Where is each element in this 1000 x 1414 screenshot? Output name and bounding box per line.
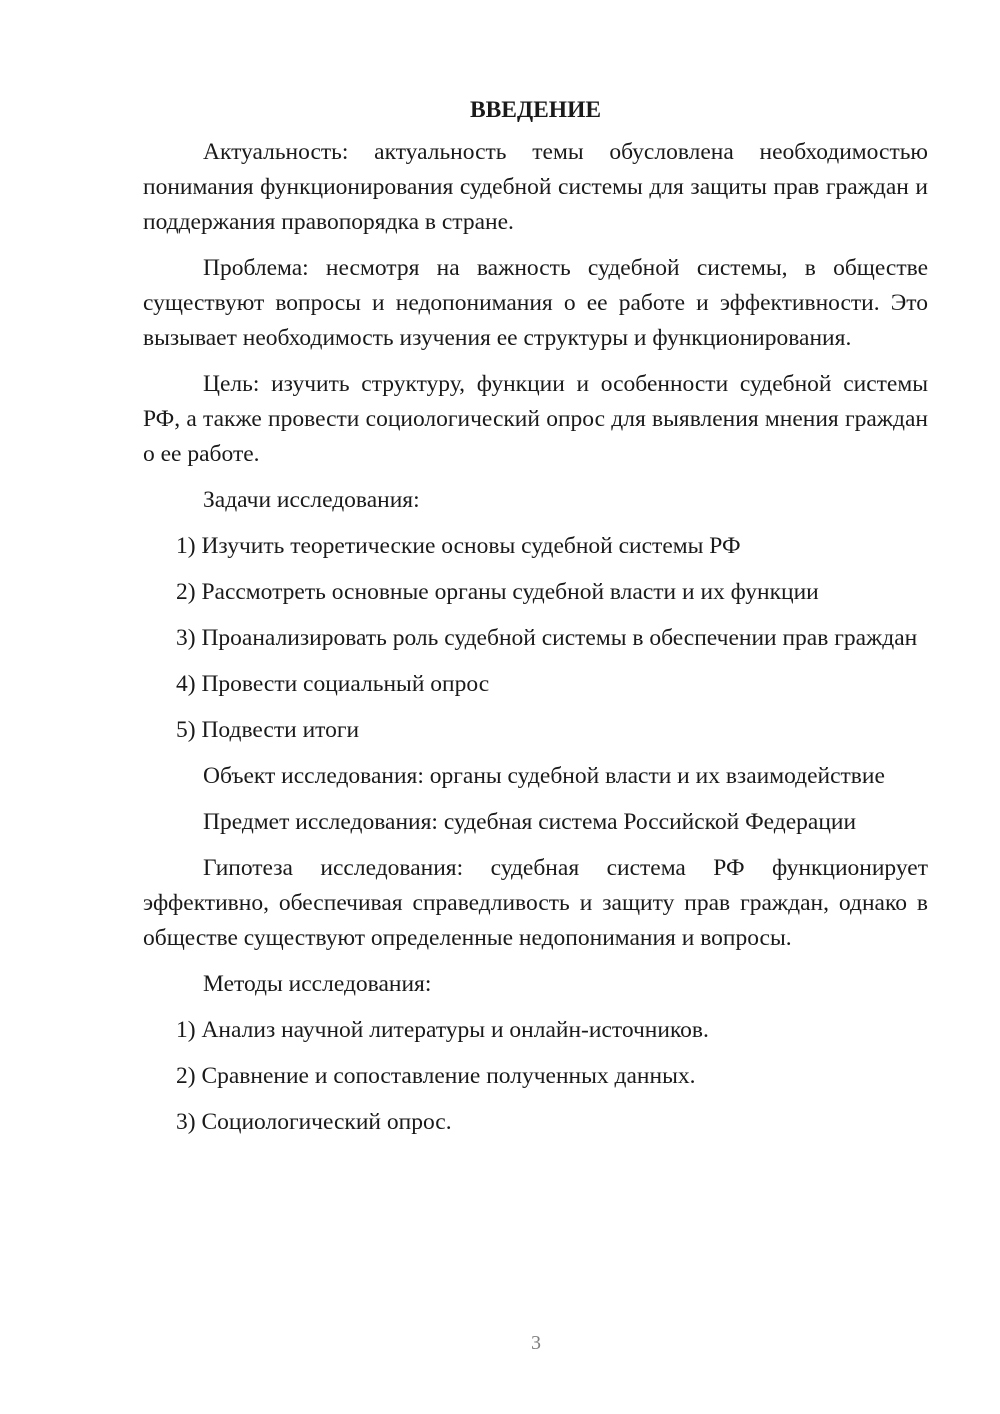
page-number: 3 (531, 1332, 541, 1354)
tasks-title: Задачи исследования: (203, 487, 420, 513)
problem-paragraph: Проблема: несмотря на важность судебной системы, в обществе существуют вопросы и недопонимания о ее работе и эффективности. Это вызывает необходимость изучения ее структуры и функционирования. (143, 255, 928, 351)
hypothesis-paragraph: Гипотеза исследования: судебная система РФ функционирует эффективно, обеспечивая справедливость и защиту прав граждан, однако в обществе существуют определенные недопонимания и вопросы. (143, 855, 928, 951)
page-content (143, 93, 928, 1151)
goal-paragraph: Цель: изучить структуру, функции и особенности судебной системы РФ, а также провести социологический опрос для выявления мнения граждан о ее работе. (143, 371, 928, 467)
method-item-1: 1) Анализ научной литературы и онлайн-источников. (176, 1017, 709, 1043)
relevance-paragraph: Актуальность: актуальность темы обусловлена необходимостью понимания функционирования судебной системы для защиты прав граждан и поддержания правопорядка в стране. (143, 139, 928, 235)
task-item-2: 2) Рассмотреть основные органы судебной власти и их функции (176, 579, 819, 605)
subject-paragraph: Предмет исследования: судебная система Российской Федерации (203, 809, 857, 835)
methods-title: Методы исследования: (203, 971, 432, 997)
task-item-5: 5) Подвести итоги (176, 717, 360, 743)
section-heading: ВВЕДЕНИЕ (469, 97, 602, 123)
object-paragraph: Объект исследования: органы судебной власти и их взаимодействие (203, 763, 885, 789)
method-item-3: 3) Социологический опрос. (176, 1109, 452, 1135)
task-item-3: 3) Проанализировать роль судебной системы в обеспечении прав граждан (176, 625, 918, 651)
method-item-2: 2) Сравнение и сопоставление полученных данных. (176, 1063, 696, 1089)
task-item-4: 4) Провести социальный опрос (176, 671, 490, 697)
task-item-1: 1) Изучить теоретические основы судебной системы РФ (176, 533, 741, 559)
